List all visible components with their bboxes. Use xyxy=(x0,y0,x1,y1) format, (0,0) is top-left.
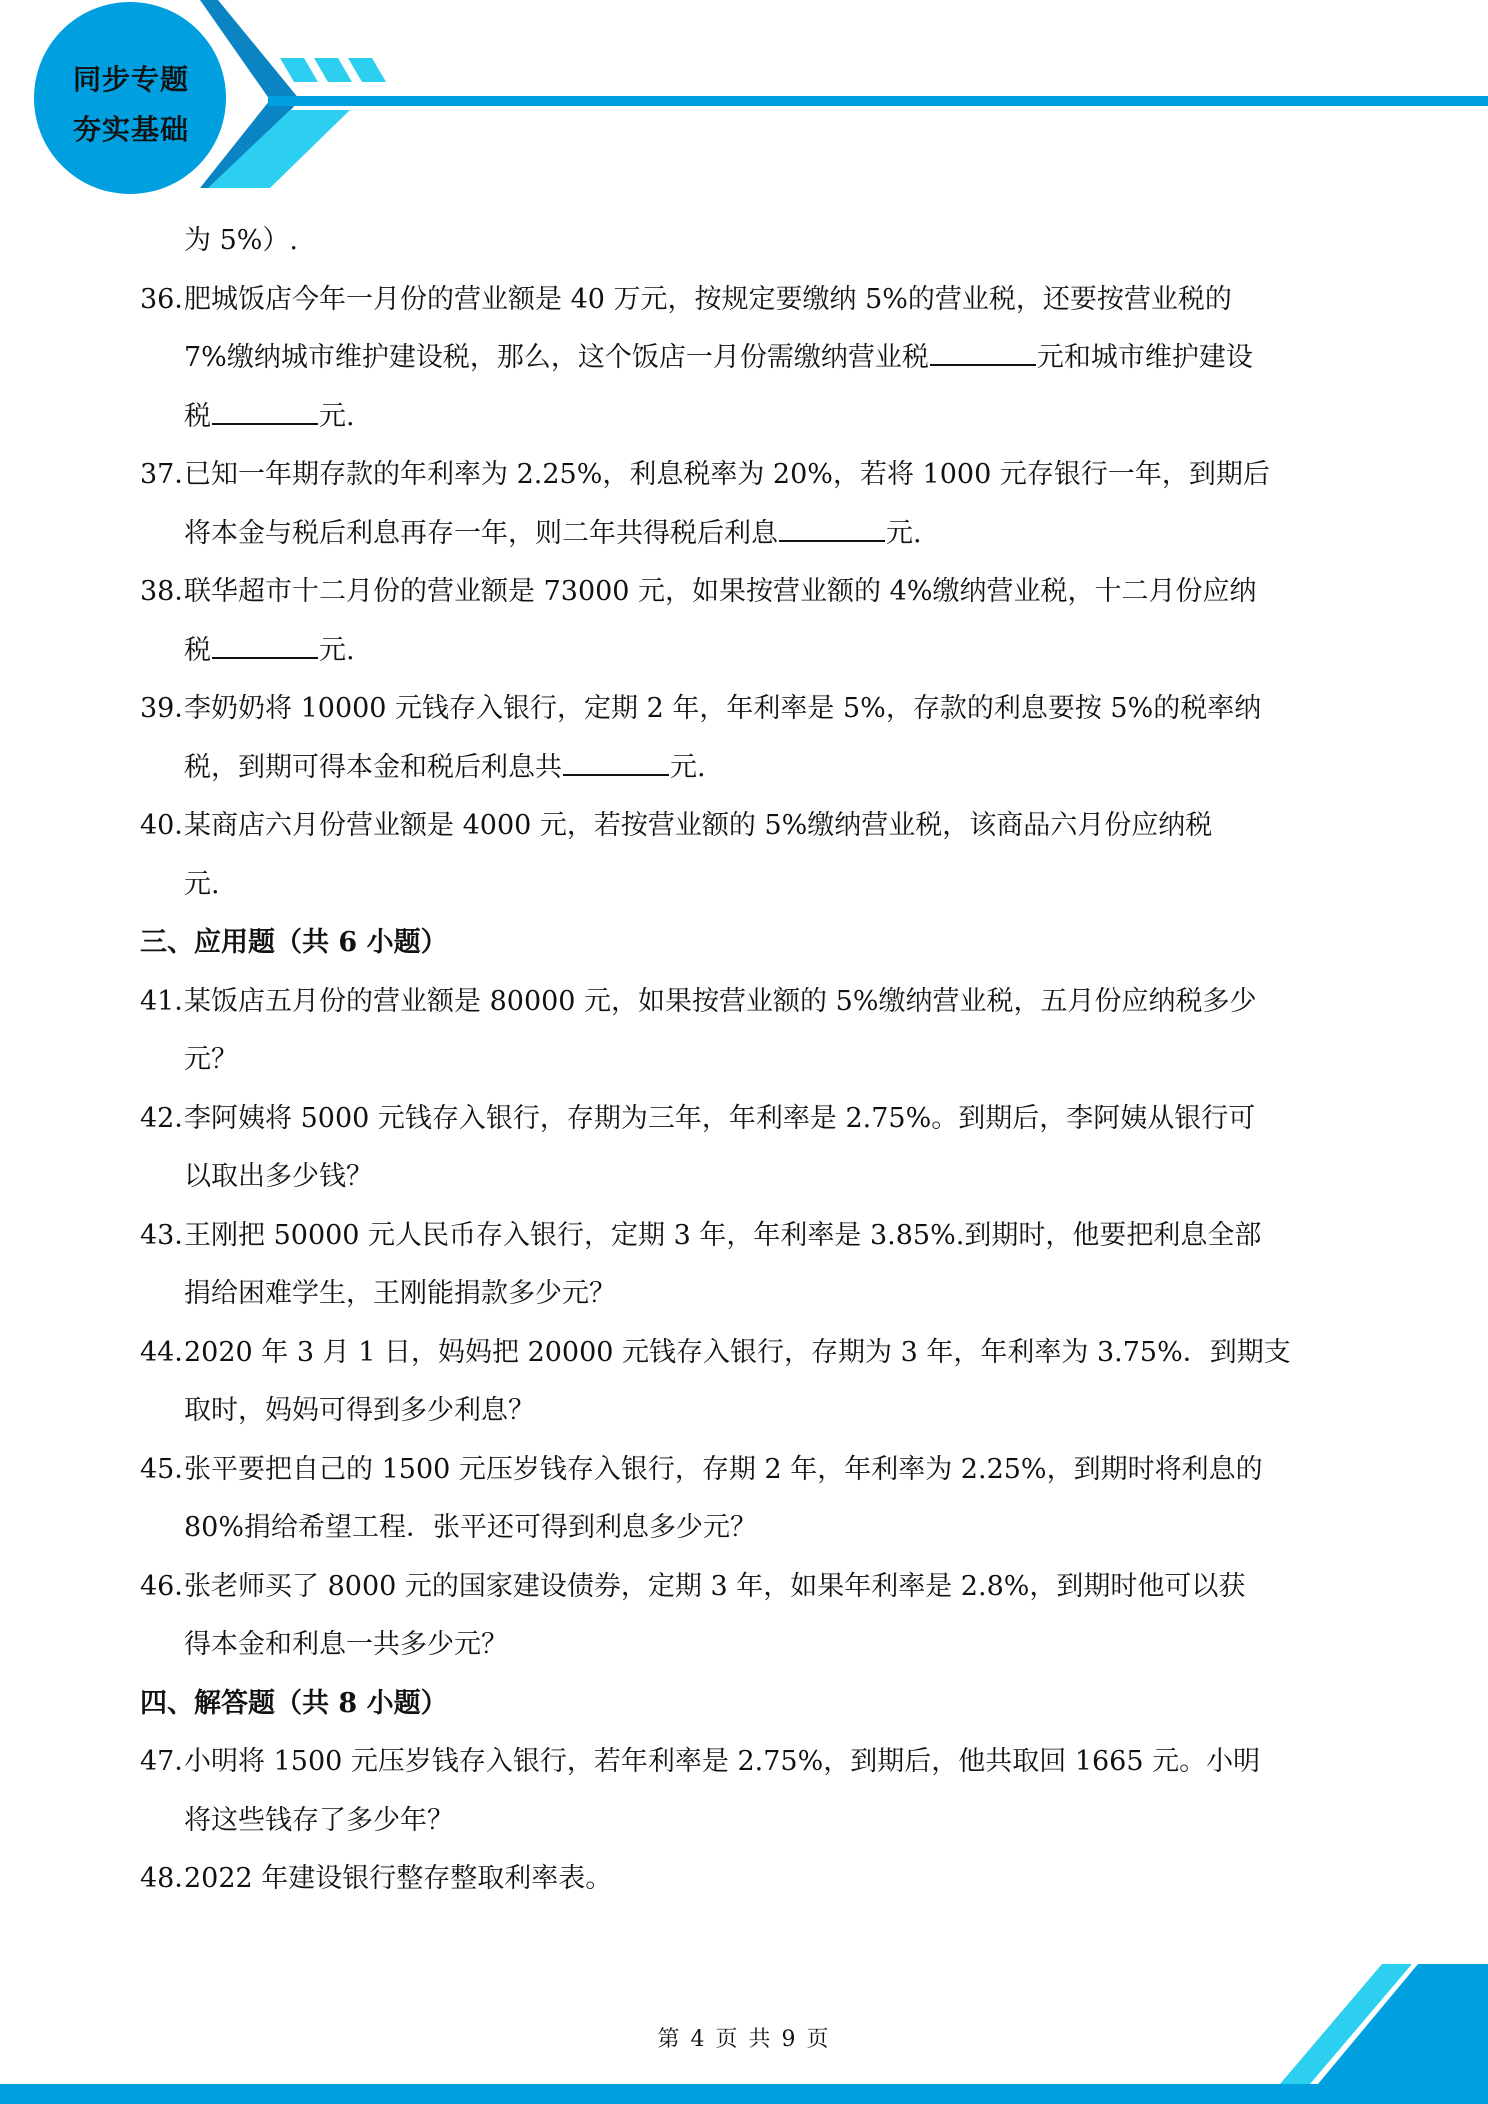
question-number: 36． xyxy=(140,283,202,315)
question-text: 将本金与税后利息再存一年，则二年共得税后利息 xyxy=(184,517,778,549)
question-44 xyxy=(140,1324,1350,1441)
question-number: 38． xyxy=(140,576,202,607)
question-text: 元和城市维护建设 xyxy=(1036,342,1253,373)
question-text: 肥城饭店今年一月份的营业额是 40 万元，按规定要缴纳 5%的营业税，还要按营业税的 xyxy=(184,283,1232,315)
answer-blank[interactable] xyxy=(779,516,885,542)
question-48 xyxy=(140,1850,1350,1909)
section-heading-answers: 四、解答题（共 8 小题） xyxy=(140,1687,448,1719)
question-text: 元. xyxy=(184,868,220,900)
badge-line-1: 同步专题 xyxy=(72,63,189,96)
question-number: 39． xyxy=(140,693,202,724)
question-45 xyxy=(140,1441,1350,1558)
header-stripe-2 xyxy=(314,58,352,82)
question-38 xyxy=(140,563,1350,680)
question-42 xyxy=(140,1090,1350,1207)
question-text: 李阿姨将 5000 元钱存入银行，存期为三年，年利率是 2.75%。到期后，李阿姨从银行可 xyxy=(184,1102,1256,1134)
question-text: 元. xyxy=(886,517,922,549)
header-chevron-light xyxy=(208,110,350,188)
header-line xyxy=(268,96,1488,106)
question-text: 张平要把自己的 1500 元压岁钱存入银行，存期 2 年，年利率为 2.25%，到期时将利息的 xyxy=(184,1453,1263,1485)
question-text: 将这些钱存了多少年？ xyxy=(184,1804,454,1836)
question-text: 7%缴纳城市维护建设税，那么，这个饭店一月份需缴纳营业税 xyxy=(184,342,929,373)
question-text: 2022 年建设银行整存整取利率表。 xyxy=(184,1863,613,1894)
question-text: 元. xyxy=(319,634,355,666)
question-text: 取时，妈妈可得到多少利息？ xyxy=(184,1395,535,1426)
question-41 xyxy=(140,973,1350,1090)
question-text: 2020 年 3 月 1 日，妈妈把 20000 元钱存入银行，存期为 3 年，年利率为 3.75%．到期支 xyxy=(184,1336,1291,1368)
question-number: 44． xyxy=(140,1336,202,1368)
question-number: 40． xyxy=(140,810,202,841)
badge-line-2: 夯实基础 xyxy=(72,113,189,146)
header-badge xyxy=(36,10,226,200)
question-46 xyxy=(140,1558,1350,1675)
question-number: 43． xyxy=(140,1219,202,1251)
question-text: 某商店六月份营业额是 4000 元，若按营业额的 5%缴纳营业税，该商品六月份应纳税 xyxy=(184,810,1213,841)
question-text: 李奶奶将 10000 元钱存入银行，定期 2 年，年利率是 5%，存款的利息要按 5%的税率纳 xyxy=(184,693,1262,724)
question-text: 捐给困难学生，王刚能捐款多少元？ xyxy=(184,1278,616,1309)
page-number: 第 4 页 共 9 页 xyxy=(657,2027,831,2052)
question-text: 税 xyxy=(184,400,211,432)
question-text: 元？ xyxy=(184,1044,238,1075)
question-text: 以取出多少钱？ xyxy=(184,1161,373,1192)
question-36 xyxy=(140,271,1350,447)
question-37 xyxy=(140,446,1350,563)
question-text: 税，到期可得本金和税后利息共 xyxy=(184,751,562,783)
answer-blank[interactable] xyxy=(563,750,669,776)
question-text: 元. xyxy=(319,400,355,432)
question-number: 48． xyxy=(140,1863,202,1894)
question-text: 税 xyxy=(184,634,211,666)
question-43 xyxy=(140,1207,1350,1324)
question-text: 联华超市十二月份的营业额是 73000 元，如果按营业额的 4%缴纳营业税，十二月份应纳 xyxy=(184,576,1257,607)
answer-blank[interactable] xyxy=(212,399,318,425)
question-text: 得本金和利息一共多少元？ xyxy=(184,1629,508,1660)
answer-blank[interactable] xyxy=(212,633,318,659)
header-stripe-3 xyxy=(348,58,386,82)
question-number: 45． xyxy=(140,1453,202,1485)
q35-continuation: 为 5%）. xyxy=(184,225,298,256)
question-text: 王刚把 50000 元人民币存入银行，定期 3 年，年利率是 3.85%.到期时，他要把利息全部 xyxy=(184,1219,1262,1251)
question-text: 某饭店五月份的营业额是 80000 元，如果按营业额的 5%缴纳营业税，五月份应纳税多少 xyxy=(184,985,1257,1017)
question-47 xyxy=(140,1733,1350,1850)
header-stripe-1 xyxy=(280,58,318,82)
section-heading-applied: 三、应用题（共 6 小题） xyxy=(140,927,448,958)
question-text: 张老师买了 8000 元的国家建设债券，定期 3 年，如果年利率是 2.8%，到期时他可以获 xyxy=(184,1570,1246,1602)
footer-line xyxy=(0,2084,1488,2104)
question-text: 已知一年期存款的年利率为 2.25%，利息税率为 20%，若将 1000 元存银行一年，到期后 xyxy=(184,459,1270,490)
question-40 xyxy=(140,797,1350,914)
question-39 xyxy=(140,680,1350,797)
question-number: 47． xyxy=(140,1746,202,1777)
question-list xyxy=(140,212,1350,1909)
question-text: 小明将 1500 元压岁钱存入银行，若年利率是 2.75%，到期后，他共取回 1665 元。小明 xyxy=(184,1746,1261,1777)
question-number: 37． xyxy=(140,459,202,490)
answer-blank[interactable] xyxy=(930,340,1036,366)
question-text: 元. xyxy=(670,751,706,783)
question-text: 80%捐给希望工程．张平还可得到利息多少元？ xyxy=(184,1512,758,1543)
question-number: 46． xyxy=(140,1570,202,1602)
question-number: 42． xyxy=(140,1102,202,1134)
question-number: 41． xyxy=(140,985,202,1017)
